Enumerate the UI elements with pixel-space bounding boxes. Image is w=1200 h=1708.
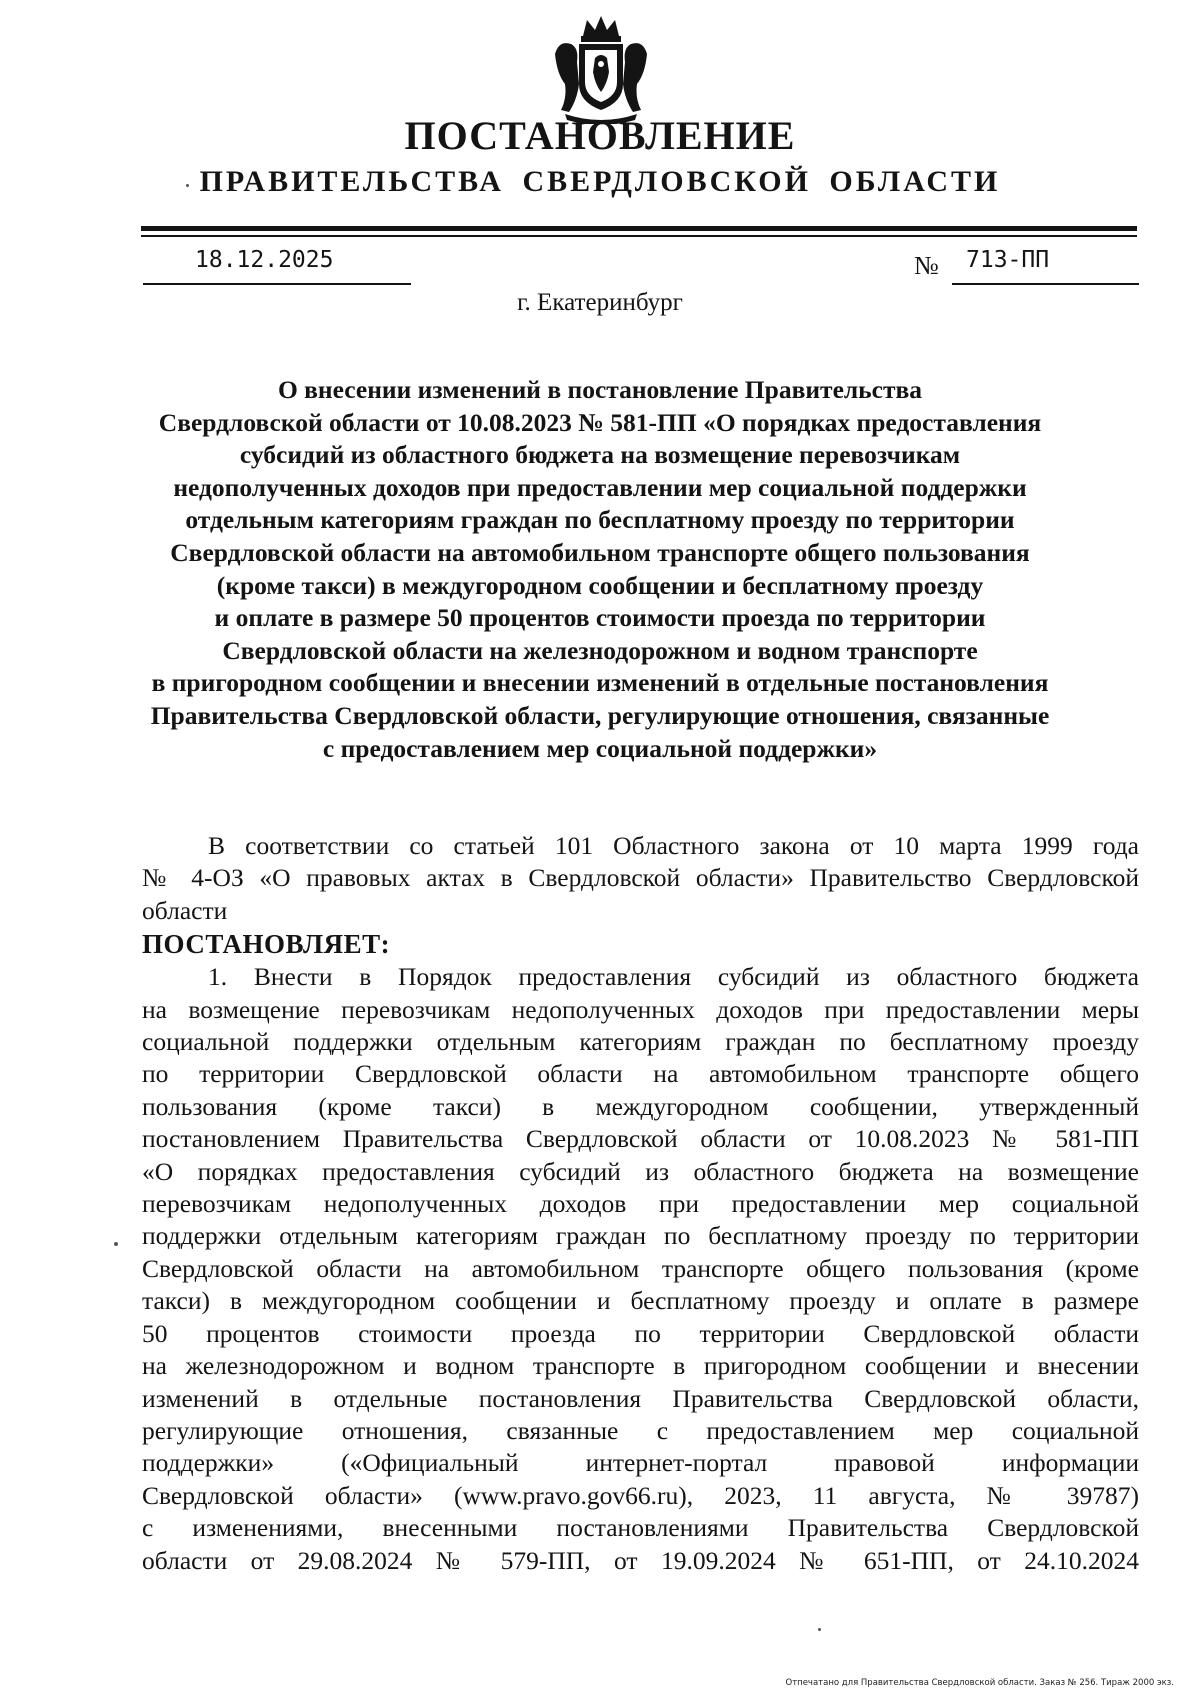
- document-title: [120, 374, 1080, 765]
- item-line: перевозчикам недополученных доходов при предоставлении мер социальной: [142, 1189, 1139, 1219]
- item-line: поддержки отдельным категориям граждан по бесплатному проезду по территории: [142, 1221, 1139, 1251]
- item-line: такси) в междугородном сообщении и бесплатному проезду и оплате в размере: [142, 1286, 1139, 1316]
- number-field: [952, 247, 1139, 285]
- preamble-line: области: [142, 895, 228, 925]
- item-line: с изменениями, внесенными постановлениями Правительства Свердловской: [142, 1513, 1139, 1543]
- title-line: недополученных доходов при предоставлении мер социальной поддержки: [173, 472, 1027, 502]
- title-line: Правительства Свердловской области, регулирующие отношения, связанные: [150, 700, 1050, 730]
- document-body: [142, 830, 1139, 1577]
- title-line: (кроме такси) в междугородном сообщении и бесплатному проезду: [216, 570, 984, 600]
- item-line: Свердловской области на автомобильном транспорте общего пользования (кроме: [142, 1253, 1139, 1283]
- title-line: и оплате в размере 50 процентов стоимости проезда по территории: [214, 603, 986, 633]
- scan-speck: [818, 1628, 821, 1631]
- title-line: субсидий из областного бюджета на возмещение перевозчикам: [239, 440, 961, 470]
- preamble-line: В соответствии со статьей 101 Областного закона от 10 марта 1999 года: [208, 831, 1139, 860]
- item-line: на возмещение перевозчикам недополученных доходов при предоставлении меры: [142, 994, 1139, 1024]
- item-line: регулирующие отношения, связанные с предоставлением мер социальной: [142, 1415, 1139, 1445]
- title-line: Свердловской области на железнодорожном и водном транспорте: [222, 635, 978, 665]
- item-line: на железнодорожном и водном транспорте в пригородном сообщении и внесении: [142, 1351, 1139, 1381]
- scan-speck: [186, 184, 189, 187]
- item-line: «О порядках предоставления субсидий из областного бюджета на возмещение: [142, 1156, 1139, 1186]
- resolve-heading: ПОСТАНОВЛЯЕТ:: [142, 929, 391, 960]
- item-line: Свердловской области» (www.pravo.gov66.ru), 2023, 11 августа, № 39787): [142, 1480, 1139, 1510]
- place-of-issue: г. Екатеринбург: [517, 289, 683, 316]
- title-line: Свердловской области от 10.08.2023 № 581-ПП «О порядках предоставления: [158, 407, 1042, 437]
- document-type-title: ПОСТАНОВЛЕНИЕ: [404, 113, 796, 158]
- item-line: по территории Свердловской области на автомобильном транспорте общего: [142, 1059, 1139, 1089]
- preamble-line: № 4-ОЗ «О правовых актах в Свердловской области» Правительство Свердловской: [142, 863, 1139, 893]
- title-line: в пригородном сообщении и внесении изменений в отдельные постановления: [151, 668, 1049, 698]
- item-line: 50 процентов стоимости проезда по территории Свердловской области: [142, 1318, 1139, 1348]
- scan-speck: [114, 1242, 118, 1246]
- item-line: области от 29.08.2024 № 579-ПП, от 19.09.2024 № 651-ПП, от 24.10.2024: [142, 1545, 1139, 1575]
- item-line: 1. Внести в Порядок предоставления субсидий из областного бюджета: [208, 962, 1139, 992]
- item-line: пользования (кроме такси) в междугородном сообщении, утвержденный: [142, 1091, 1139, 1121]
- print-imprint: Отпечатано для Правительства Свердловской области. Заказ № 256. Тираж 2000 экз.: [785, 1678, 1174, 1688]
- title-line: Свердловской области на автомобильном транспорте общего пользования: [170, 537, 1030, 567]
- date-field: [143, 247, 411, 285]
- header-divider-thin: [141, 235, 1137, 237]
- item-line: изменений в отдельные постановления Правительства Свердловской области,: [142, 1383, 1139, 1413]
- coat-of-arms-icon: [549, 14, 653, 124]
- title-line: отдельным категориям граждан по бесплатному проезду по территории: [185, 505, 1015, 535]
- item-line: поддержки» («Официальный интернет-портал правовой информации: [142, 1448, 1139, 1478]
- document-date: 18.12.2025: [195, 247, 334, 273]
- number-sign: №: [914, 251, 939, 280]
- title-line: О внесении изменений в постановление Правительства: [277, 375, 923, 404]
- issuing-authority: ПРАВИТЕЛЬСТВА СВЕРДЛОВСКОЙ ОБЛАСТИ: [199, 165, 1001, 198]
- item-line: постановлением Правительства Свердловской области от 10.08.2023 № 581-ПП: [142, 1124, 1139, 1154]
- item-line: социальной поддержки отдельным категориям граждан по бесплатному проезду: [142, 1027, 1139, 1057]
- document-number: 713-ПП: [966, 247, 1050, 273]
- title-line: с предоставлением мер социальной поддержки»: [322, 733, 878, 763]
- header-divider-thick: [141, 226, 1137, 231]
